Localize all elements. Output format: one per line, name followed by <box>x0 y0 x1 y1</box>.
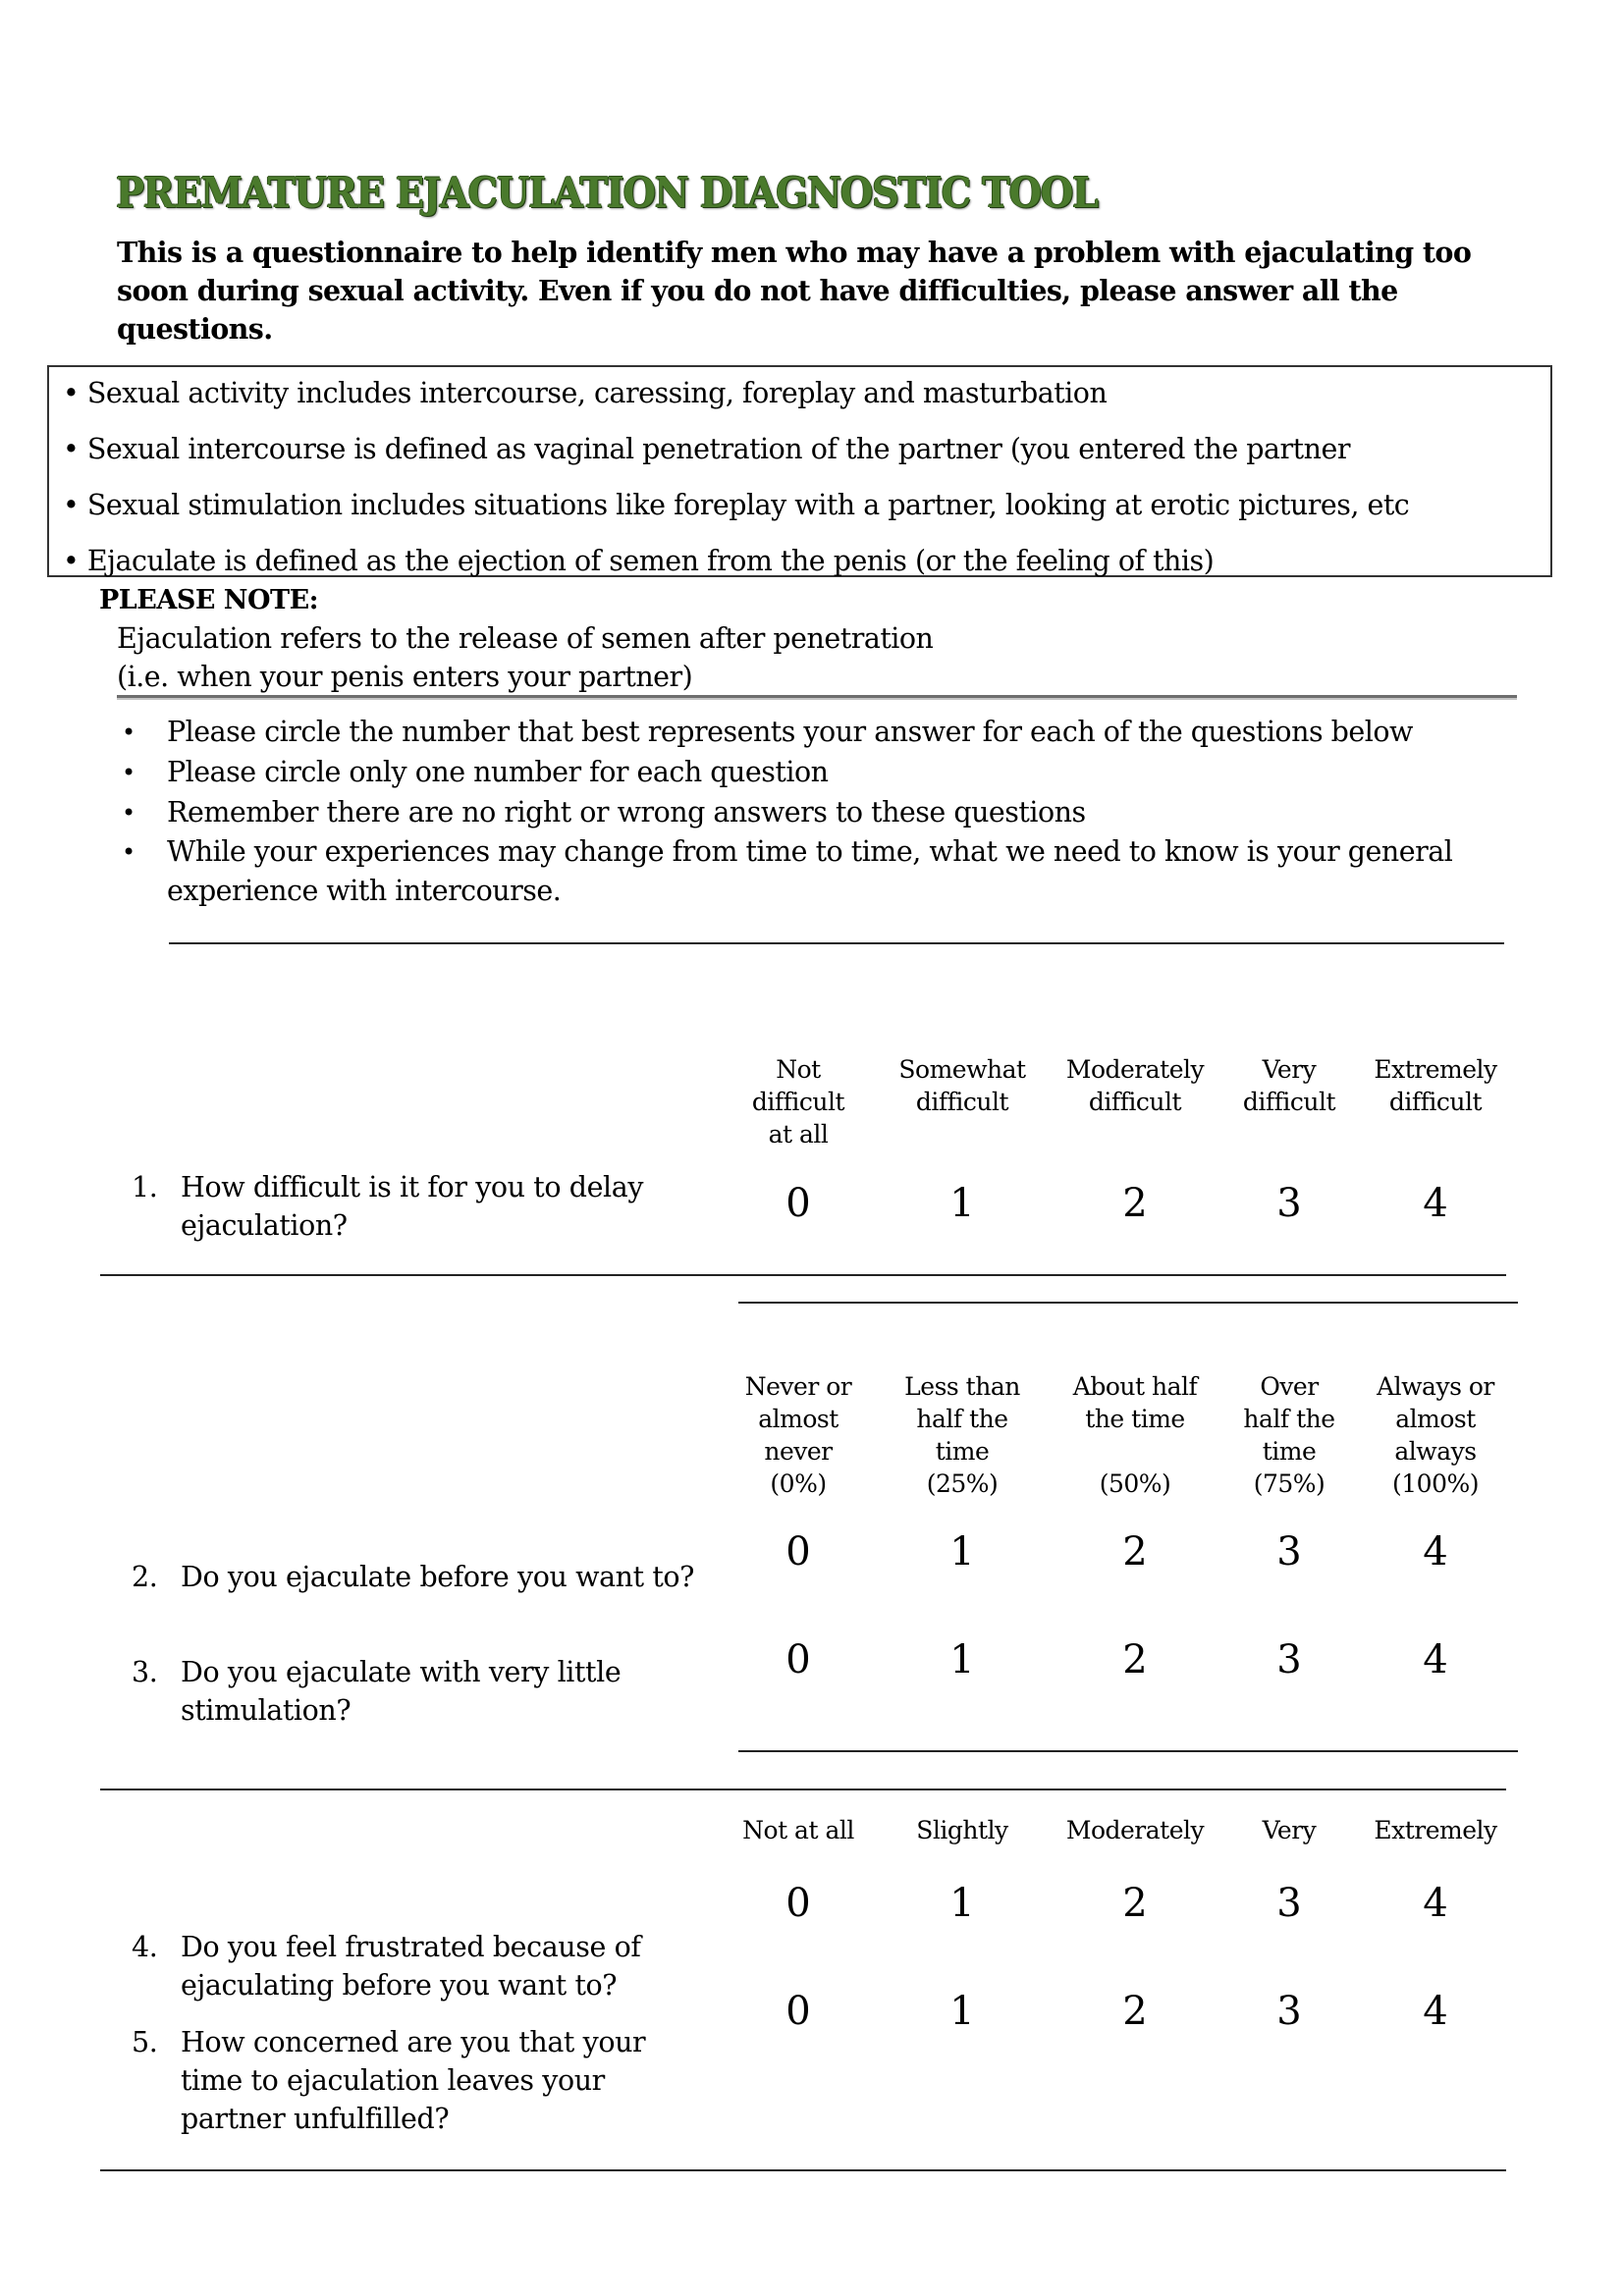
q4-option-4[interactable]: 4 <box>1423 1881 1448 1926</box>
q4-option-3[interactable]: 3 <box>1276 1881 1302 1926</box>
q5-option-4[interactable]: 4 <box>1423 1989 1448 2034</box>
scale-header-2: Moderately difficult <box>1065 1055 1205 1116</box>
q1-option-2[interactable]: 2 <box>1122 1181 1148 1226</box>
divider <box>117 695 1517 698</box>
q4-option-1[interactable]: 1 <box>949 1881 975 1926</box>
scale-header-2: About half the time (50%) <box>1072 1372 1198 1498</box>
definition-item: • Sexual stimulation includes situations like foreplay with a partner, looking at erotic pictures, etc <box>63 489 1410 521</box>
scale-header-4: Extremely difficult <box>1374 1055 1497 1116</box>
scale-header-3: Very difficult <box>1242 1055 1336 1116</box>
note-line: Ejaculation refers to the release of semen after penetration <box>117 622 934 655</box>
q1-option-1[interactable]: 1 <box>949 1181 975 1226</box>
question-1: 1. How difficult is it for you to delay ejaculation? <box>132 1171 644 1242</box>
q5-option-3[interactable]: 3 <box>1276 1989 1302 2034</box>
q5-option-2[interactable]: 2 <box>1122 1989 1148 2034</box>
q2-option-0[interactable]: 0 <box>785 1529 811 1575</box>
q3-option-4[interactable]: 4 <box>1423 1637 1448 1682</box>
scale-header-3: Over half the time (75%) <box>1243 1372 1335 1498</box>
q3-option-2[interactable]: 2 <box>1122 1637 1148 1682</box>
scale-header-0: Not difficult at all <box>751 1055 845 1148</box>
scale-header-0: Not at all <box>742 1816 854 1844</box>
q2-option-4[interactable]: 4 <box>1423 1529 1448 1575</box>
scale-header-4: Always or almost always (100%) <box>1377 1372 1494 1498</box>
q2-option-3[interactable]: 3 <box>1276 1529 1302 1575</box>
q5-option-1[interactable]: 1 <box>949 1989 975 2034</box>
question-3: 3. Do you ejaculate with very little stimulation? <box>132 1656 622 1727</box>
q3-option-3[interactable]: 3 <box>1276 1637 1302 1682</box>
question-5: 5. How concerned are you that your time to ejaculation leaves your partner unfulfilled? <box>132 2026 646 2135</box>
scale-header-3: Very <box>1262 1816 1317 1844</box>
bullet-icon: • <box>122 759 135 786</box>
question-4: 4. Do you feel frustrated because of ejaculating before you want to? <box>132 1931 641 2002</box>
q1-option-3[interactable]: 3 <box>1276 1181 1302 1226</box>
question-2: 2. Do you ejaculate before you want to? <box>132 1561 695 1593</box>
q2-option-1[interactable]: 1 <box>949 1529 975 1575</box>
divider <box>738 1302 1518 1304</box>
q2-option-2[interactable]: 2 <box>1122 1529 1148 1575</box>
definition-item: • Ejaculate is defined as the ejection of semen from the penis (or the feeling of this) <box>63 545 1215 577</box>
divider <box>100 1789 1506 1790</box>
divider <box>100 1274 1506 1276</box>
q1-option-0[interactable]: 0 <box>785 1181 811 1226</box>
q3-option-1[interactable]: 1 <box>949 1637 975 1682</box>
scale-header-1: Somewhat difficult <box>898 1055 1026 1116</box>
q5-option-0[interactable]: 0 <box>785 1989 811 2034</box>
definition-item: • Sexual activity includes intercourse, caressing, foreplay and masturbation <box>63 377 1108 409</box>
bullet-icon: • <box>122 799 135 827</box>
page-title: PREMATURE EJACULATION DIAGNOSTIC TOOL <box>116 169 1098 217</box>
q4-option-2[interactable]: 2 <box>1122 1881 1148 1926</box>
scale-header-2: Moderately <box>1065 1816 1205 1844</box>
divider <box>169 942 1504 944</box>
q1-option-4[interactable]: 4 <box>1423 1181 1448 1226</box>
definition-item: • Sexual intercourse is defined as vaginal penetration of the partner (you entered the partner <box>63 433 1350 465</box>
divider <box>100 2169 1506 2171</box>
bullet-icon: • <box>122 719 135 746</box>
q4-option-0[interactable]: 0 <box>785 1881 811 1926</box>
q3-option-0[interactable]: 0 <box>785 1637 811 1682</box>
note-heading: PLEASE NOTE: <box>99 585 319 615</box>
scale-header-0: Never or almost never (0%) <box>744 1372 852 1498</box>
scale-header-1: Less than half the time (25%) <box>904 1372 1020 1498</box>
definitions-box <box>47 365 1552 577</box>
scale-header-4: Extremely <box>1374 1816 1497 1844</box>
intro-text: This is a questionnaire to help identify men who may have a problem with ejaculating too soon during sexual activity. Even if you do not have difficulties, please answer all the questions. <box>117 236 1472 346</box>
note-line: (i.e. when your penis enters your partner) <box>117 661 693 693</box>
bullet-icon: • <box>122 838 135 866</box>
divider <box>738 1750 1518 1752</box>
scale-header-1: Slightly <box>916 1816 1008 1844</box>
